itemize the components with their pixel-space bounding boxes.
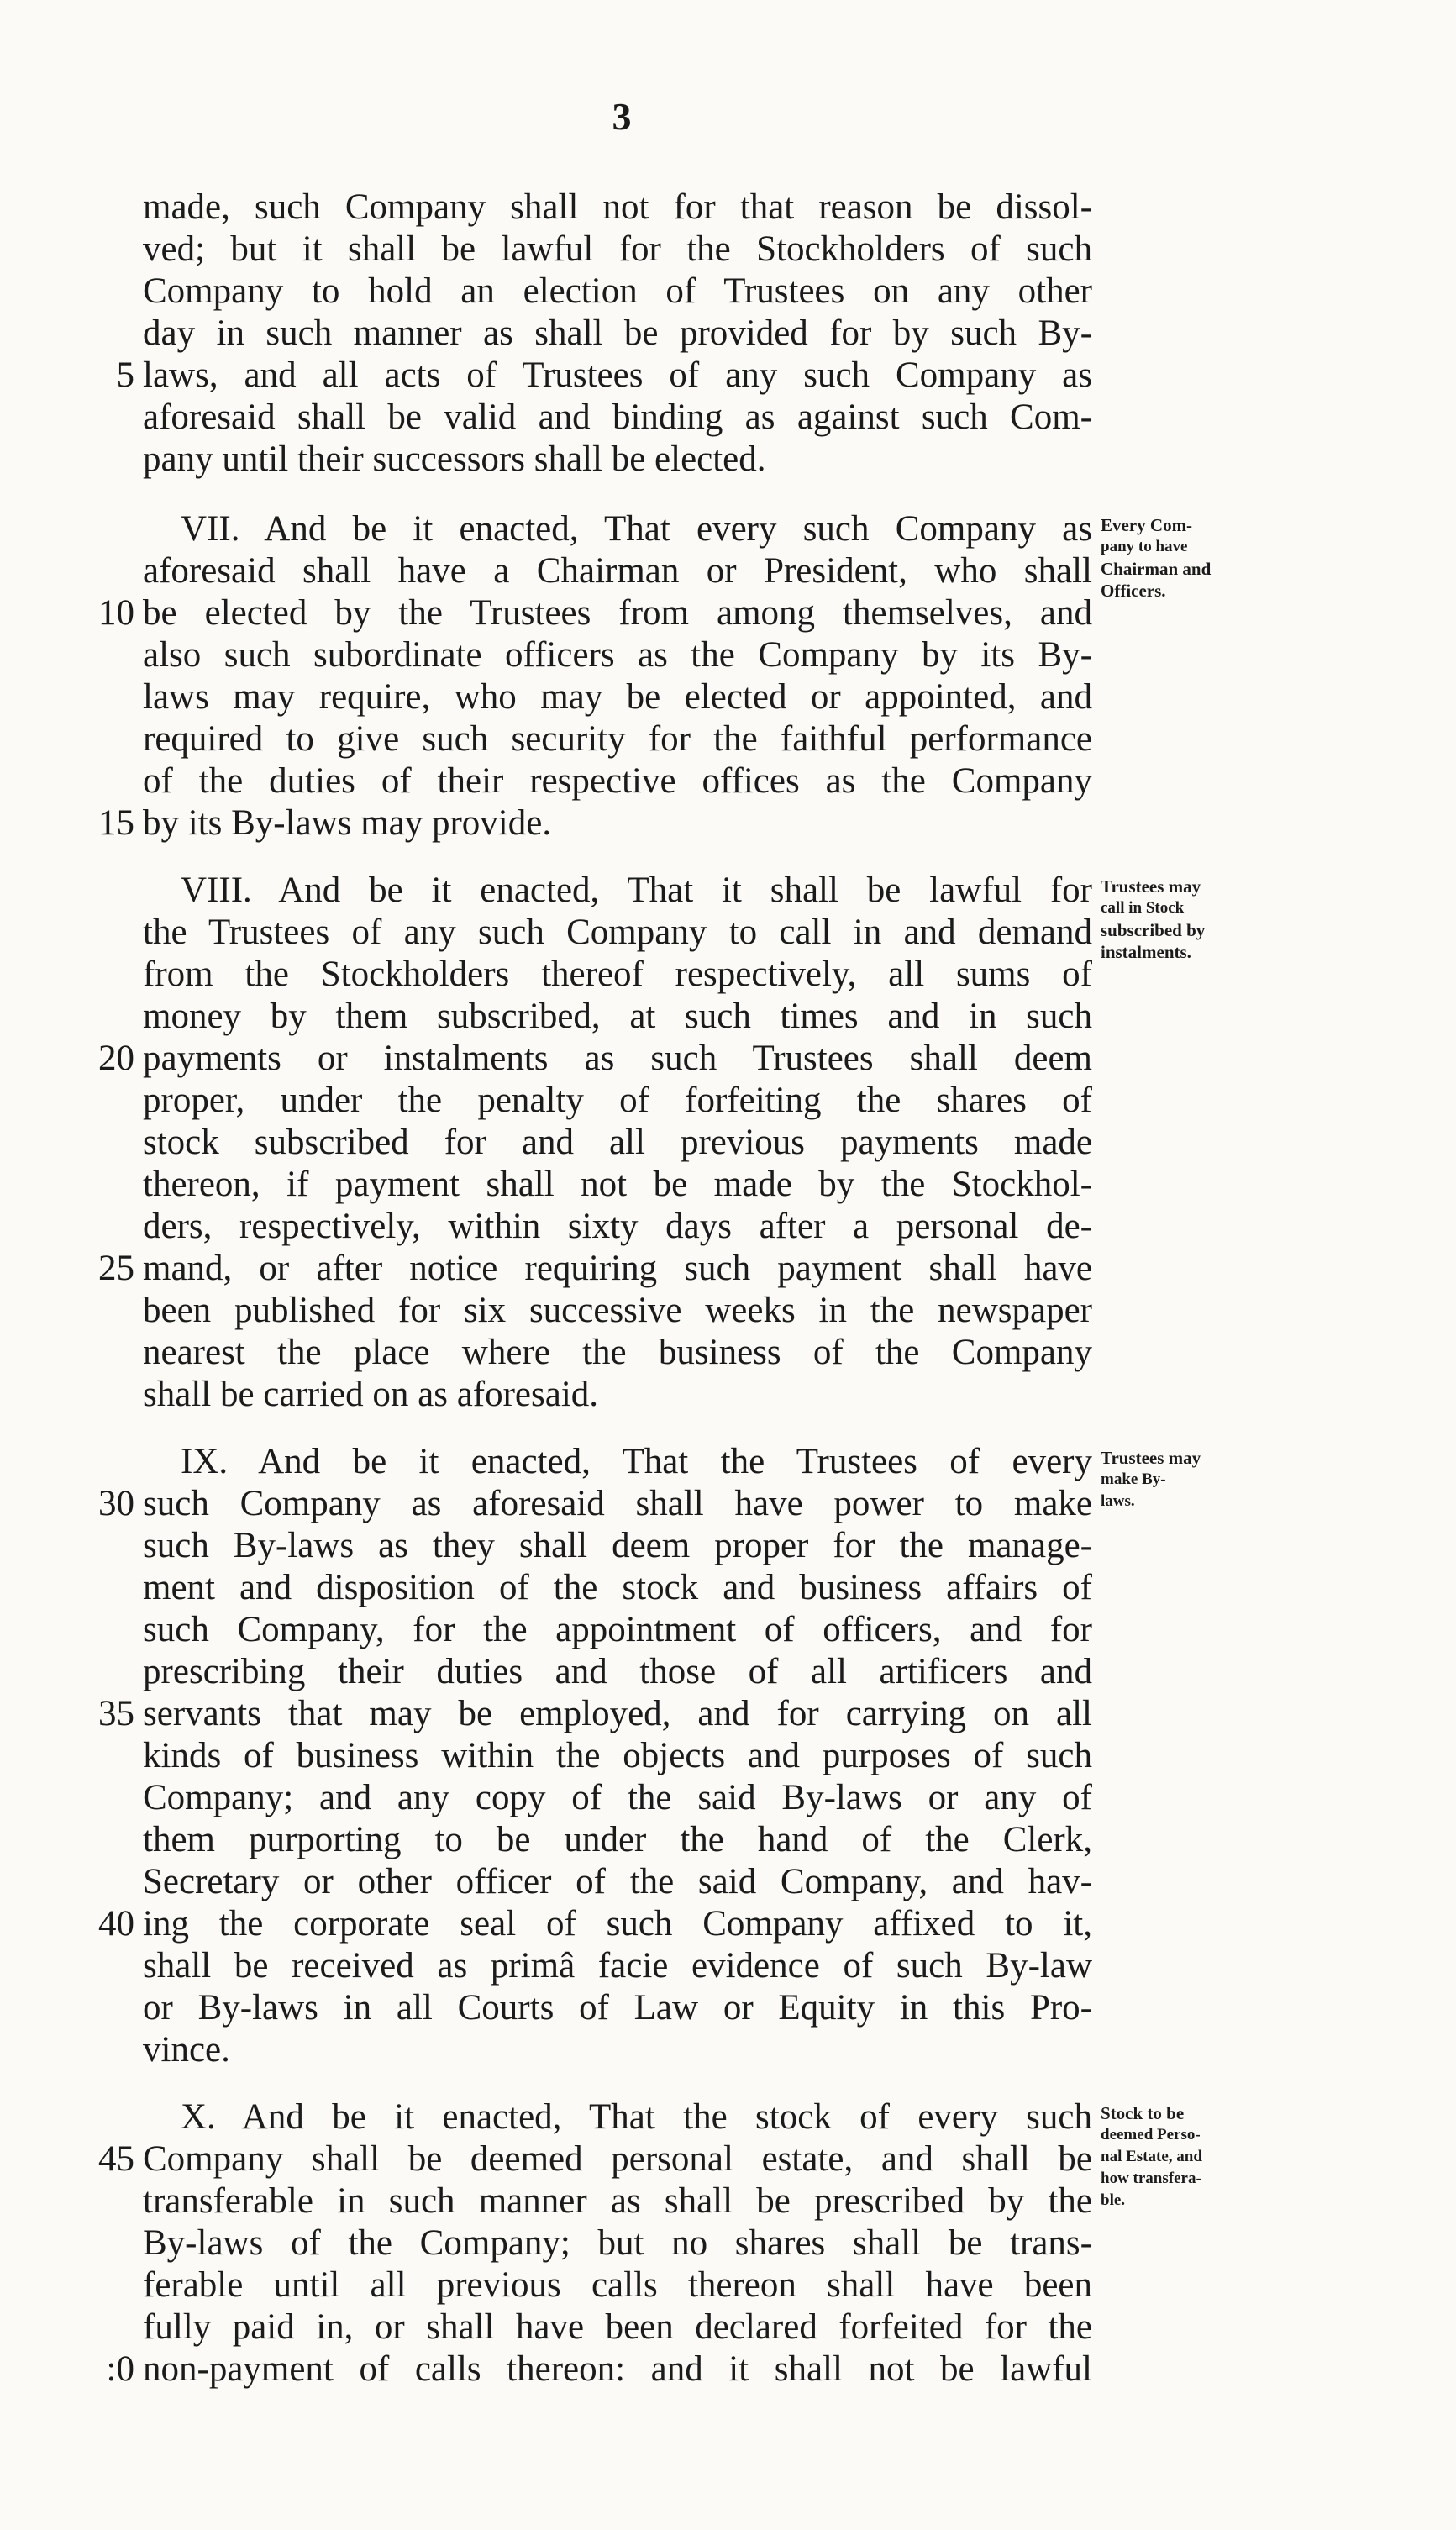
text-line: ders, respectively, within sixty days after a personal de- <box>143 1207 1092 1246</box>
margin-note-line: Officers. <box>1101 581 1166 601</box>
margin-note-chairman <box>1101 514 1294 602</box>
margin-note-stock <box>1101 2102 1294 2212</box>
text-line: non-payment of calls thereon: and it shall not be lawful <box>143 2349 1092 2389</box>
margin-note-bylaws <box>1101 1447 1294 1512</box>
text-line: mand, or after notice requiring such payment shall have <box>143 1249 1092 1288</box>
line-number: 5 <box>116 355 134 395</box>
text-line: ved; but it shall be lawful for the Stockholders of such <box>143 229 1092 269</box>
line-number: :0 <box>106 2349 134 2389</box>
text-line: ferable until all previous calls thereon shall have been <box>143 2265 1092 2305</box>
margin-note-instalments <box>1101 876 1294 963</box>
text-line: stock subscribed for and all previous payments made <box>143 1123 1092 1162</box>
text-line: made, such Company shall not for that reason be dissol- <box>143 187 1092 227</box>
section-ix-heading-line: IX. And be it enacted, That the Trustees of every <box>181 1442 1092 1481</box>
text-line: such Company as aforesaid shall have power to make <box>143 1484 1092 1523</box>
text-line: ment and disposition of the stock and business affairs of <box>143 1568 1092 1607</box>
text-line: aforesaid shall have a Chairman or President, who shall <box>143 551 1092 591</box>
text-line: Secretary or other officer of the said Company, and hav- <box>143 1862 1092 1901</box>
text-line: of the duties of their respective offices as the Company <box>143 761 1092 801</box>
margin-note-line: pany to have <box>1101 538 1188 555</box>
margin-note-line: call in Stock <box>1101 899 1185 917</box>
text-line: laws may require, who may be elected or appointed, and <box>143 677 1092 717</box>
text-line: shall be carried on as aforesaid. <box>143 1375 599 1414</box>
text-line: required to give such security for the faithful performance <box>143 719 1092 759</box>
margin-note-line: Every Com- <box>1101 515 1193 535</box>
margin-note-line: laws. <box>1101 1492 1135 1510</box>
margin-note-line: Chairman and <box>1101 559 1212 579</box>
line-number: 20 <box>98 1039 134 1078</box>
margin-note-line: subscribed by <box>1101 920 1206 940</box>
text-line: proper, under the penalty of forfeiting the shares of <box>143 1081 1092 1120</box>
text-line: the Trustees of any such Company to call in and demand <box>143 913 1092 952</box>
line-number: 10 <box>98 593 134 633</box>
margin-note-line: make By- <box>1101 1470 1166 1488</box>
text-line: vince. <box>143 2030 230 2070</box>
section-x-heading-line: X. And be it enacted, That the stock of every such <box>181 2097 1092 2137</box>
text-line: nearest the place where the business of the Company <box>143 1333 1092 1372</box>
text-line: Company; and any copy of the said By-laws or any of <box>143 1778 1092 1817</box>
line-number: 35 <box>98 1694 134 1733</box>
text-line: day in such manner as shall be provided for by such By- <box>143 313 1092 353</box>
text-line: been published for six successive weeks in the newspaper <box>143 1291 1092 1330</box>
text-line: laws, and all acts of Trustees of any such Company as <box>143 355 1092 395</box>
text-line: payments or instalments as such Trustees shall deem <box>143 1039 1092 1078</box>
text-line: By-laws of the Company; but no shares shall be trans- <box>143 2223 1092 2263</box>
margin-note-line: ble. <box>1101 2191 1126 2209</box>
text-line: thereon, if payment shall not be made by the Stockhol- <box>143 1165 1092 1204</box>
section-viii-heading-line: VIII. And be it enacted, That it shall be lawful for <box>181 871 1092 910</box>
text-line: from the Stockholders thereof respectively, all sums of <box>143 955 1092 994</box>
margin-note-line: Trustees may <box>1101 876 1201 897</box>
margin-note-line: how transfera- <box>1101 2170 1201 2187</box>
text-line: aforesaid shall be valid and binding as against such Com- <box>143 397 1092 437</box>
line-number: 15 <box>98 803 134 843</box>
text-line: them purporting to be under the hand of the Clerk, <box>143 1820 1092 1859</box>
text-line: such Company, for the appointment of officers, and for <box>143 1610 1092 1649</box>
text-line: Company shall be deemed personal estate, and shall be <box>143 2139 1092 2179</box>
text-line: ing the corporate seal of such Company affixed to it, <box>143 1904 1092 1944</box>
text-line: servants that may be employed, and for carrying on all <box>143 1694 1092 1733</box>
line-number: 25 <box>98 1249 134 1288</box>
text-line: prescribing their duties and those of all artificers and <box>143 1652 1092 1691</box>
text-line: transferable in such manner as shall be prescribed by the <box>143 2181 1092 2221</box>
text-line: also such subordinate officers as the Company by its By- <box>143 635 1092 675</box>
margin-note-line: deemed Perso- <box>1101 2126 1201 2143</box>
line-number: 45 <box>98 2139 134 2179</box>
text-line: money by them subscribed, at such times and in such <box>143 997 1092 1036</box>
margin-note-line: Stock to be <box>1101 2103 1185 2123</box>
text-line: fully paid in, or shall have been declared forfeited for the <box>143 2307 1092 2347</box>
margin-note-line: instalments. <box>1101 942 1191 962</box>
page-number: 3 <box>612 95 632 138</box>
text-line: Company to hold an election of Trustees on any other <box>143 271 1092 311</box>
text-line: by its By-laws may provide. <box>143 803 552 843</box>
section-vii-heading-line: VII. And be it enacted, That every such Company as <box>181 509 1092 549</box>
text-line: pany until their successors shall be elected. <box>143 439 766 479</box>
margin-note-line: nal Estate, and <box>1101 2148 1202 2165</box>
line-number: 40 <box>98 1904 134 1944</box>
margin-note-line: Trustees may <box>1101 1448 1201 1468</box>
text-line: kinds of business within the objects and purposes of such <box>143 1736 1092 1775</box>
text-line: such By-laws as they shall deem proper for the manage- <box>143 1526 1092 1565</box>
line-number: 30 <box>98 1484 134 1523</box>
text-line: be elected by the Trustees from among themselves, and <box>143 593 1092 633</box>
text-line: or By-laws in all Courts of Law or Equity in this Pro- <box>143 1988 1092 2028</box>
text-line: shall be received as primâ facie evidence of such By-law <box>143 1946 1092 1986</box>
